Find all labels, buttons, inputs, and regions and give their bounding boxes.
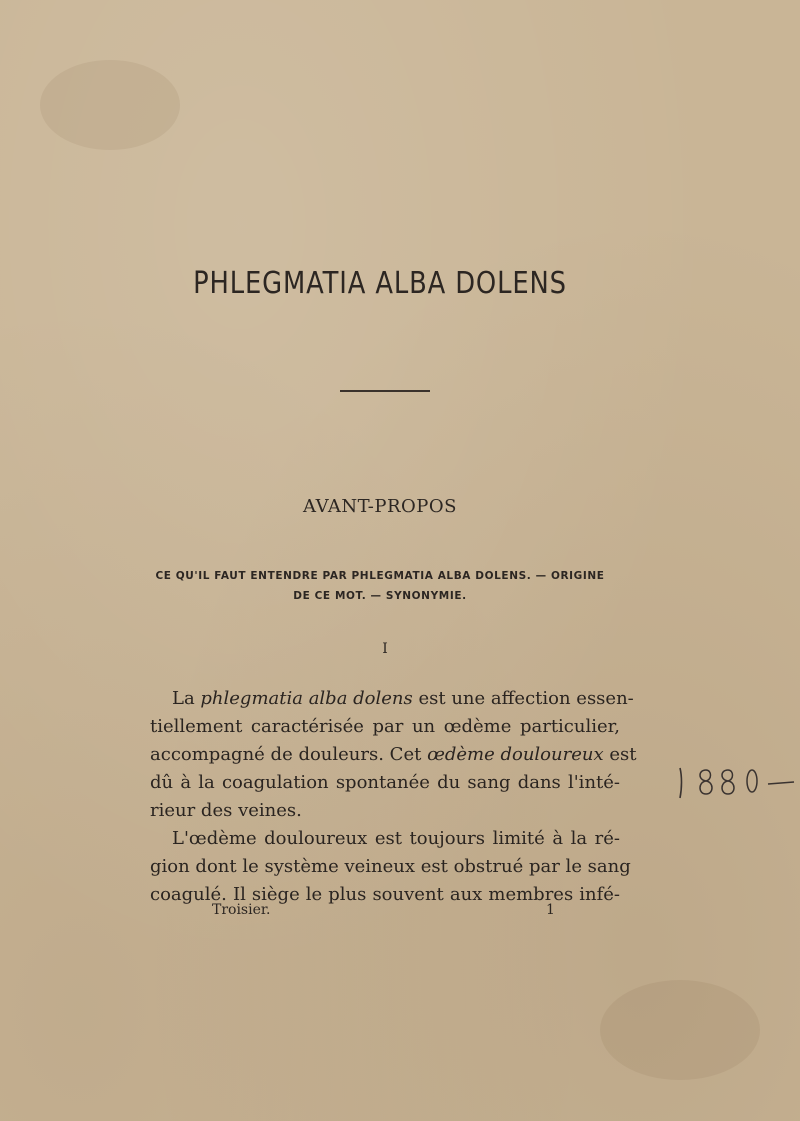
document-title: PHLEGMATIA ALBA DOLENS bbox=[193, 266, 567, 301]
body-line: gion dont le système veineux est obstrué par le sang bbox=[150, 856, 631, 877]
body-text bbox=[150, 685, 637, 909]
body-line: tiellement caractérisée par un œdème particulier, bbox=[150, 716, 620, 737]
handwritten-annotation bbox=[676, 760, 796, 804]
page-footer bbox=[150, 902, 620, 922]
body-line: accompagné de douleurs. Cet œdème douloureux est bbox=[150, 744, 637, 765]
paper-stain bbox=[600, 980, 760, 1080]
handwritten-year-mark bbox=[676, 760, 796, 804]
footer-author: Troisier. bbox=[212, 902, 271, 918]
body-line: coagulé. Il siège le plus souvent aux membres infé- bbox=[150, 884, 620, 905]
body-line: rieur des veines. bbox=[150, 800, 302, 821]
body-line: La phlegmatia alba dolens est une affection essen- bbox=[172, 688, 634, 709]
subtitle-line: DE CE MOT. — SYNONYMIE. bbox=[293, 590, 467, 602]
title-separator-rule bbox=[340, 390, 430, 392]
chapter-numeral: I bbox=[382, 641, 388, 657]
body-line: dû à la coagulation spontanée du sang dans l'inté- bbox=[150, 772, 620, 793]
section-title: AVANT-PROPOS bbox=[302, 496, 458, 517]
section-subtitle bbox=[140, 566, 620, 606]
paper-stain bbox=[40, 60, 180, 150]
subtitle-line: CE QU'IL FAUT ENTENDRE PAR PHLEGMATIA ALBA DOLENS. — ORIGINE bbox=[155, 570, 605, 582]
body-line: L'œdème douloureux est toujours limité à la ré- bbox=[172, 828, 620, 849]
footer-page-number: 1 bbox=[546, 902, 555, 918]
